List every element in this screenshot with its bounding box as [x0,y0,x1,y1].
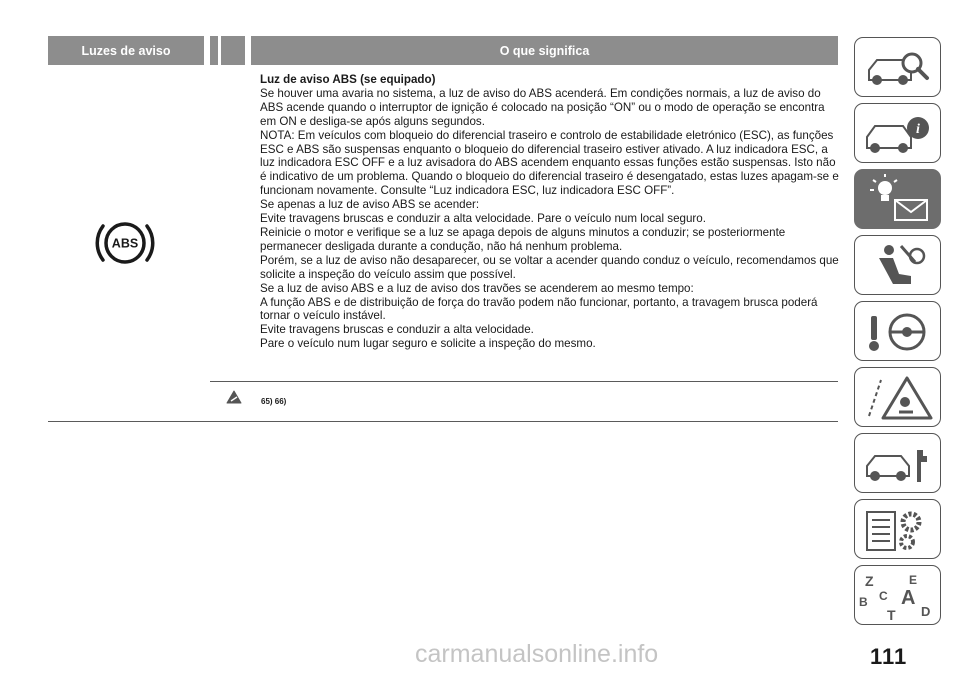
svg-text:A: A [901,587,916,609]
divider [48,421,838,422]
tab-emergency[interactable] [854,367,941,427]
abs-warning-icon [93,213,157,273]
tab-safety[interactable] [854,235,941,295]
tab-car-search[interactable] [854,37,941,97]
car-service-icon [855,434,942,494]
header-spacer [221,36,245,65]
tab-starting-driving[interactable] [854,301,941,361]
paragraph: Se a luz de aviso ABS e a luz de aviso dos travões se acenderem ao mesmo tempo: [260,281,694,295]
key-steering-wheel-icon [855,302,942,362]
entry-title: Luz de aviso ABS (se equipado) [260,73,436,86]
tab-index[interactable] [854,565,941,625]
header-warning-lights [48,36,204,65]
paragraph: Evite travagens bruscas e conduzir a alta velocidade. Pare o veículo num local seguro. [260,212,706,226]
svg-text:T: T [887,607,896,623]
car-info-icon [855,104,942,164]
paragraph: NOTA: Em veículos com bloqueio do diferencial traseiro e controlo de estabilidade eletrónico (ESC), as funções ESC e ABS são suspensas enquanto o bloqueio do diferencial traseiro estiver ativado. A luz indicadora ESC, a luz indicadora ESC OFF e a luz avisadora do ABS acendem enquanto essas funções estão suspensas. Isto não é indicativo de um problema. Quando o bloqueio do diferencial traseiro é desengatado, estas luzes apagam-se e funcionam novamente. Consulte “Luz indicadora ESC, luz indicadora ESC OFF”. [260,128,839,198]
warning-triangle-icon [226,390,242,404]
paragraph: Pare o veículo num lugar seguro e solicite a inspeção do mesmo. [260,337,596,351]
divider [210,381,838,382]
road-hazard-icon [855,368,942,428]
alphabet-index-icon [855,566,942,626]
paragraph: Porém, se a luz de aviso não desaparecer, ou se voltar a acender quando conduz o veículo, recomendamos que solicite a inspeção do veículo assim que possível. [260,253,839,281]
header-spacer [210,36,218,65]
warning-light-message-icon [855,170,942,230]
seat-airbag-icon [855,236,942,296]
header-label: Luzes de aviso [81,43,171,58]
paragraph: Se apenas a luz de aviso ABS se acender: [260,198,480,212]
footnote-refs: 65) 66) [261,397,287,406]
tab-maintenance[interactable] [854,433,941,493]
svg-text:i: i [916,122,920,137]
spec-list-gears-icon [855,500,942,560]
svg-text:E: E [909,573,918,587]
svg-text:Z: Z [865,573,874,589]
paragraph: A função ABS e de distribuição de força do travão podem não funcionar, portanto, a travagem brusca poderá tornar o veículo instável. [260,295,818,323]
header-meaning [251,36,838,65]
car-search-icon [855,38,942,98]
svg-text:B: B [859,595,868,609]
tab-warning-lights[interactable] [854,169,941,229]
warning-description [260,73,840,351]
watermark: carmanualsonline.info [415,640,659,668]
svg-text:D: D [921,604,931,619]
tab-car-info[interactable] [854,103,941,163]
svg-text:ABS: ABS [111,236,139,251]
page-number: 111 [870,644,908,669]
svg-text:C: C [879,589,888,603]
paragraph: Reinicie o motor e verifique se a luz se apaga depois de alguns minutos a conduzir; se posteriormente permanecer desligada durante a condução, não há nenhum problema. [260,225,786,253]
tab-technical-data[interactable] [854,499,941,559]
paragraph: Se houver uma avaria no sistema, a luz de aviso do ABS acenderá. Em condições normais, a luz de aviso do ABS acende quando o interruptor de ignição é colocado na posição “ON” ou o modo de operação se encontra em ON e desliga-se após alguns segundos. [260,86,825,128]
paragraph: Evite travagens bruscas e conduzir a alta velocidade. [260,323,534,337]
header-label: O que significa [499,43,590,58]
